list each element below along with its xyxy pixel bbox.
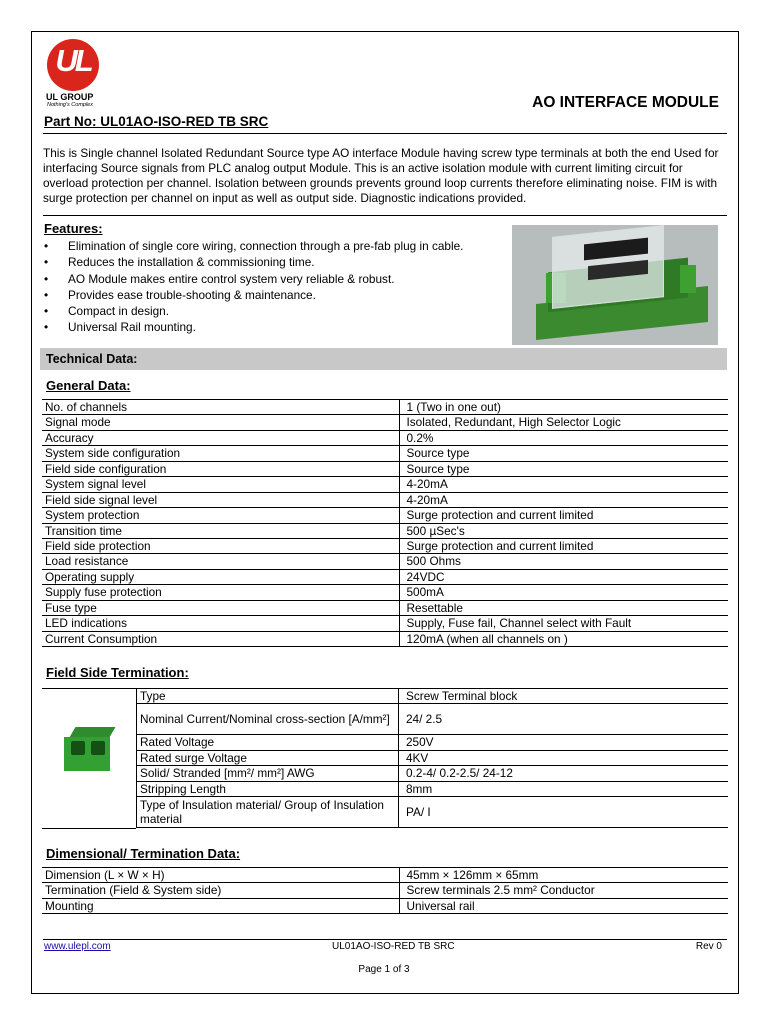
dimensional-table [42, 867, 728, 914]
row-value: Screw Terminal block [399, 689, 729, 704]
feature-item: • AO Module makes entire control system very reliable & robust. [44, 271, 463, 287]
row-value: 4-20mA [399, 477, 728, 492]
row-label: Operating supply [42, 569, 399, 584]
footer-revision: Rev 0 [695, 941, 722, 952]
feature-item: • Compact in design. [44, 303, 463, 319]
table-row [42, 868, 728, 883]
row-label: Supply fuse protection [42, 585, 399, 600]
table-row [42, 585, 728, 600]
table-row [42, 415, 728, 430]
row-value: PA/ I [399, 797, 729, 828]
terminal-screw-hole [91, 741, 105, 755]
row-value: Universal rail [399, 898, 728, 913]
row-label: System protection [42, 508, 399, 523]
row-value: Isolated, Redundant, High Selector Logic [399, 415, 728, 430]
table-row [137, 689, 729, 704]
table-row [42, 430, 728, 445]
row-value: Screw terminals 2.5 mm² Conductor [399, 883, 728, 898]
row-value: 500 µSec's [399, 523, 728, 538]
row-value: 0.2-4/ 0.2-2.5/ 24-12 [399, 766, 729, 781]
terminal-block-image [64, 727, 114, 767]
row-label: Field side signal level [42, 492, 399, 507]
footer-divider [43, 939, 727, 940]
part-number: Part No: UL01AO-ISO-RED TB SRC [44, 114, 269, 129]
table-row [42, 461, 728, 476]
row-value: 1 (Two in one out) [399, 400, 728, 415]
terminal-image-cell [42, 688, 136, 829]
row-label: System signal level [42, 477, 399, 492]
table-row [137, 735, 729, 750]
field-termination-table [136, 688, 728, 828]
row-value: 4-20mA [399, 492, 728, 507]
row-value: Surge protection and current limited [399, 538, 728, 553]
table-row [42, 616, 728, 631]
header-divider [43, 133, 727, 134]
row-label: System side configuration [42, 446, 399, 461]
table-row [42, 477, 728, 492]
table-row [42, 898, 728, 913]
company-tagline: Nothing's Complex [47, 102, 93, 108]
row-label: Fuse type [42, 600, 399, 615]
table-row [137, 766, 729, 781]
page-number: Page 1 of 3 [358, 964, 410, 975]
table-row [42, 569, 728, 584]
table-row [42, 631, 728, 646]
row-value: 45mm × 126mm × 65mm [399, 868, 728, 883]
row-label: No. of channels [42, 400, 399, 415]
row-label: Mounting [42, 898, 399, 913]
row-label: Transition time [42, 523, 399, 538]
row-value: Surge protection and current limited [399, 508, 728, 523]
logo-letters: UL [55, 43, 91, 78]
field-termination-heading: Field Side Termination: [46, 665, 189, 680]
dimensional-heading: Dimensional/ Termination Data: [46, 846, 241, 861]
table-row [42, 600, 728, 615]
company-name: UL GROUP [46, 92, 94, 102]
feature-item: • Elimination of single core wiring, connection through a pre-fab plug in cable. [44, 238, 463, 254]
table-row [137, 704, 729, 735]
row-value: 500 Ohms [399, 554, 728, 569]
table-row [42, 883, 728, 898]
row-value: 24/ 2.5 [399, 704, 729, 735]
row-value: Supply, Fuse fail, Channel select with Fault [399, 616, 728, 631]
footer-doc-id: UL01AO-ISO-RED TB SRC [332, 941, 455, 952]
general-data-heading: General Data: [46, 378, 131, 393]
technical-data-heading: Technical Data: [46, 352, 138, 366]
feature-item: • Universal Rail mounting. [44, 319, 463, 335]
feature-item: • Provides ease trouble-shooting & maintenance. [44, 287, 463, 303]
row-value: 24VDC [399, 569, 728, 584]
table-row [42, 508, 728, 523]
row-label: Field side protection [42, 538, 399, 553]
row-value: 8mm [399, 781, 729, 796]
row-value: 0.2% [399, 430, 728, 445]
table-row [42, 538, 728, 553]
technical-data-bar [40, 348, 727, 370]
table-row [42, 523, 728, 538]
table-row [137, 750, 729, 765]
row-label: Field side configuration [42, 461, 399, 476]
row-label: Type of Insulation material/ Group of Insulation material [137, 797, 399, 828]
row-value: Source type [399, 446, 728, 461]
module-photo [512, 225, 718, 345]
row-value: Source type [399, 461, 728, 476]
row-label: Accuracy [42, 430, 399, 445]
table-row [42, 446, 728, 461]
feature-item: • Reduces the installation & commissioning time. [44, 254, 463, 270]
company-logo [45, 38, 103, 108]
row-label: Nominal Current/Nominal cross-section [A/mm²] [137, 704, 399, 735]
row-label: Termination (Field & System side) [42, 883, 399, 898]
row-value: 4KV [399, 750, 729, 765]
row-label: Solid/ Stranded [mm²/ mm²] AWG [137, 766, 399, 781]
row-value: 500mA [399, 585, 728, 600]
table-row [42, 492, 728, 507]
intro-divider [43, 215, 727, 216]
row-label: Signal mode [42, 415, 399, 430]
features-heading: Features: [44, 221, 103, 236]
row-label: Rated Voltage [137, 735, 399, 750]
row-value: Resettable [399, 600, 728, 615]
table-row [42, 400, 728, 415]
features-list [44, 238, 463, 336]
document-title: AO INTERFACE MODULE [532, 94, 719, 111]
row-value: 120mA (when all channels on ) [399, 631, 728, 646]
row-label: Stripping Length [137, 781, 399, 796]
website-link[interactable]: www.ulepl.com [44, 941, 111, 952]
table-row [137, 781, 729, 796]
row-value: 250V [399, 735, 729, 750]
table-row [137, 797, 729, 828]
row-label: LED indications [42, 616, 399, 631]
row-label: Load resistance [42, 554, 399, 569]
general-data-table [42, 399, 728, 647]
intro-paragraph: This is Single channel Isolated Redundant Source type AO interface Module having screw type terminals at both the end Used for interfacing Source signals from PLC analog output Module. This is an active isolation module with current limiting circuit for overload protection per channel. Isolation between grounds prevents ground loop currents therefore eliminating noise. FIM is with surge protection per channel on input as well as output side. Diagnostic indications provided. [43, 146, 719, 205]
table-row [42, 554, 728, 569]
row-label: Current Consumption [42, 631, 399, 646]
row-label: Dimension (L × W × H) [42, 868, 399, 883]
row-label: Type [137, 689, 399, 704]
terminal-screw-hole [71, 741, 85, 755]
row-label: Rated surge Voltage [137, 750, 399, 765]
photo-terminal-right [680, 265, 696, 293]
